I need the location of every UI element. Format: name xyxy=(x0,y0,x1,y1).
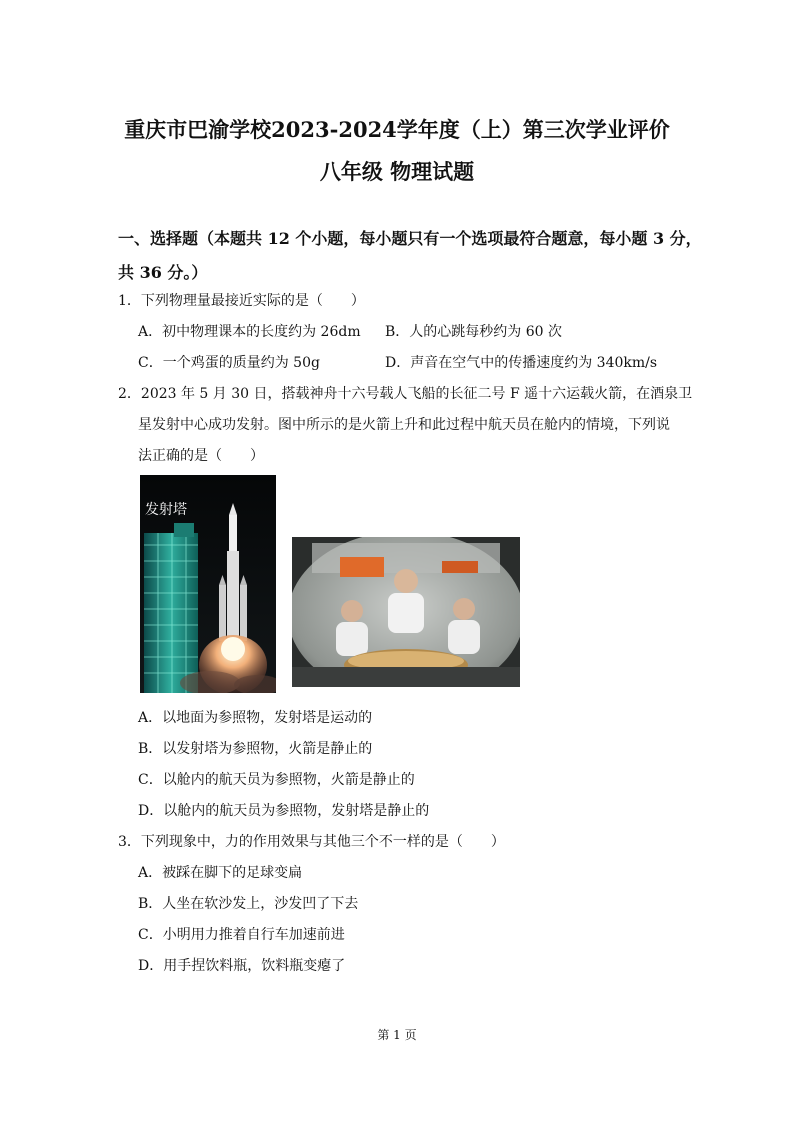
q2-stem-line2: 星发射中心成功发射。图中所示的是火箭上升和此过程中航天员在舱内的情境，下列说 xyxy=(138,417,670,433)
q2-option-b: B．以发射塔为参照物，火箭是静止的 xyxy=(138,741,373,757)
q3-option-c: C．小明用力推着自行车加速前进 xyxy=(138,927,345,943)
launch-tower-label: 发射塔 xyxy=(145,502,187,518)
q1-option-c: C．一个鸡蛋的质量约为 50g xyxy=(138,355,320,371)
q2-option-d: D．以舱内的航天员为参照物，发射塔是静止的 xyxy=(138,803,430,819)
q1-option-a: A．初中物理课本的长度约为 26dm xyxy=(138,324,361,340)
exam-title: 重庆市巴渝学校2023-2024学年度（上）第三次学业评价 xyxy=(124,117,670,142)
q3-stem: 3．下列现象中，力的作用效果与其他三个不一样的是（ ） xyxy=(118,834,505,850)
q2-option-a: A．以地面为参照物，发射塔是运动的 xyxy=(138,710,373,726)
q3-option-d: D．用手捏饮料瓶，饮料瓶变瘪了 xyxy=(138,958,346,974)
section-heading-line2: 共 36 分。） xyxy=(118,263,208,282)
page-number: 第 1 页 xyxy=(377,1028,417,1042)
exam-subtitle: 八年级 物理试题 xyxy=(319,159,475,184)
rocket-launch-photo xyxy=(140,475,276,693)
astronauts-cabin-photo xyxy=(292,537,520,687)
q1-option-d: D．声音在空气中的传播速度约为 340km/s xyxy=(385,355,658,371)
q1-stem: 1．下列物理量最接近实际的是（ ） xyxy=(118,293,365,309)
section-heading-line1: 一、选择题（本题共 12 个小题，每小题只有一个选项最符合题意，每小题 3 分， xyxy=(118,229,702,248)
q3-option-b: B．人坐在软沙发上，沙发凹了下去 xyxy=(138,896,359,912)
q2-stem-line3: 法正确的是（ ） xyxy=(138,448,264,464)
q1-option-b: B．人的心跳每秒约为 60 次 xyxy=(385,324,563,340)
q2-stem-line1: 2．2023 年 5 月 30 日，搭载神舟十六号载人飞船的长征二号 F 遥十六运载火箭，在酒泉卫 xyxy=(118,386,693,402)
q2-option-c: C．以舱内的航天员为参照物，火箭是静止的 xyxy=(138,772,415,788)
q3-option-a: A．被踩在脚下的足球变扁 xyxy=(138,865,303,881)
